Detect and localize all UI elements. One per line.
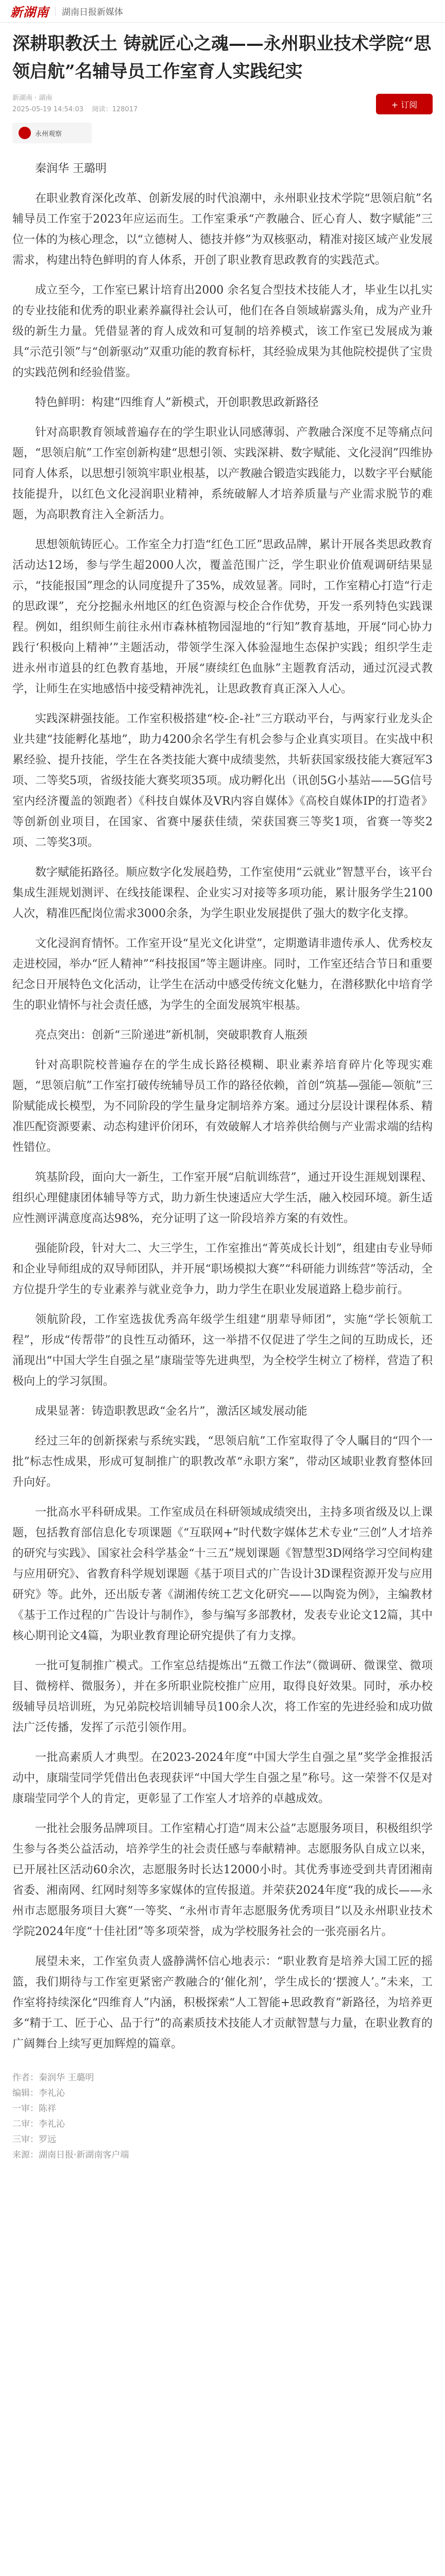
article-paragraph: 展望未来，工作室负责人盛静满怀信心地表示：“职业教育是培养大国工匠的摇篮，我们期待与工作室更紧密产教融合的‘催化剂’，学生成长的‘摆渡人’。”未来，工作室将持续深化“四维育人”内涵，积极探索“人工智能+思政教育”新路径，为培养更多“精于工、匠于心、品于行”的高素质技术技能人才贡献智慧与力量，在职业教育的广阔舞台上续写更加辉煌的篇章。 (12, 1955, 433, 2050)
article-paragraph: 一批可复制推广模式。工作室总结提炼出“五微工作法”（微调研、微课堂、微项目、微榜样、微服务），并在多所职业院校推广应用，取得良好效果。同时，承办校级辅导员培训班，为兄弟院校培训辅导员100余人次，将工作室的先进经验和成功做法广泛传播，发挥了示范引领作用。 (12, 1659, 433, 1734)
article-paragraph: 成立至今，工作室已累计培育出2000 余名复合型技术技能人才，毕业生以扎实的专业技能和优秀的职业素养赢得社会认可，他们在各自领域崭露头角，成为产业升级的新生力量。凭借显著的育人成效和可复制的培养模式，该工作室已发展成为兼具“示范引领”与“创新驱动”双重功能的教育标杆，其经验成果为其他院校提供了宝贵的实践范例和经验借鉴。 (12, 284, 433, 379)
article-paragraph: 思想领航铸匠心。工作室全力打造“红色工匠”思政品牌，累计开展各类思政教育活动达12场，参与学生超2000人次，覆盖范围广泛，学生职业价值观调研结果显示，“技能报国”理念的认同度提升了35%，成效显著。同时，工作室精心打造“行走的思政课”，充分挖掘永州地区的红色资源与校企合作优势，开发一系列特色实践课程。例如，组织师生前往永州市森林植物园湿地的“行知”教育基地，开展“同心协力践行‘积极向上精神’”主题活动，带领学生深入体验湿地生态保护实践；组织学生走进永州市道县的红色教育基地，开展“赓续红色血脉”主题教育活动，通过沉浸式教学，让师生在实地感悟中接受精神洗礼，让思政教育真正深入人心。 (12, 538, 433, 696)
article-footer (12, 2070, 433, 2163)
article-meta-row (12, 93, 433, 115)
channel-name[interactable]: 湖南日报新媒体 (62, 7, 123, 18)
footer-line: 三审：罗远 (12, 2134, 56, 2145)
account-tag[interactable] (12, 123, 92, 143)
article-paragraph: 实践深耕强技能。工作室积极搭建“校-企-社”三方联动平台，与两家行业龙头企业共建“技能孵化基地”，助力4200余名学生有机会参与企业真实项目。在实战中积累经验、提升技能，学生在各类技能大赛中成绩斐然，共斩获国家级技能大赛冠军3项、二等奖5项，省级技能大赛奖项35项。成功孵化出（讯创5G小基站——5G信号室内经济覆盖的领跑者）《科技自媒体及VR内容自媒体》《高校自媒体IP的打造者》等创新创业项目，在国家、省赛中屡获佳绩，荣获国赛三等奖1项，省赛一等奖2项、二等奖3项。 (12, 713, 433, 849)
footer-line: 来源：湖南日报·新湖南客户端 (12, 2150, 129, 2160)
article-body (12, 159, 433, 2055)
footer-line: 一审：陈祥 (12, 2104, 56, 2114)
article-paragraph: 一批社会服务品牌项目。工作室精心打造“周末公益”志愿服务项目，积极组织学生参与各类公益活动，培养学生的社会责任感与奉献精神。志愿服务队自成立以来，已开展社区活动60余次，志愿服务时长达12000小时。其优秀事迹受到共青团湘南省委、湘南网、红网时刻等多家媒体的宣传报道。并荣获2024年度“我的成长——永州市志愿服务项目大赛”一等奖、“永州市青年志愿服务优秀项目”以及永州职业技术学院2024年度“十佳社团”等多项荣誉，成为学校服务社会的一张亮丽名片。 (12, 1822, 433, 1938)
article-paragraph: 领航阶段，工作室选拔优秀高年级学生组建“朋辈导师团”，实施“学长领航工程”，形成“传帮带”的良性互动循环，这一举措不仅促进了学生之间的互助成长，还涌现出“中国大学生自强之星”康瑞莹等先进典型，为全校学生树立了榜样，营造了积极向上的学习氛围。 (12, 1313, 433, 1388)
section-heading: 亮点突出：创新“三阶递进”新机制，突破职教育人瓶颈 (35, 1029, 307, 1042)
subscribe-button[interactable]: + 订阅 (376, 94, 433, 114)
divider (55, 7, 56, 16)
app-logo[interactable]: 新湖南 (10, 5, 49, 20)
article-paragraph: 筑基阶段，面向大一新生，工作室开展“启航训练营”，通过开设生涯规划课程、组织心理健康团体辅导等方式，助力新生快速适应大学生活，融入校园环境。新生适应性测评满意度高达98%，充分证明了这一阶段培养方案的有效性。 (12, 1171, 433, 1225)
article-container (0, 30, 445, 2163)
top-bar (0, 0, 445, 23)
article-paragraph: 秦润华 王璐明 (35, 162, 107, 175)
footer-line: 编辑：李礼沁 (12, 2088, 65, 2098)
section-heading: 成果显著：铸造职教思政“金名片”，激活区域发展动能 (35, 1405, 307, 1418)
article-paragraph: 针对高职教育领域普遍存在的学生职业认同感薄弱、产教融合深度不足等痛点问题，“思领启航”工作室创新构建“思想引领、实践深耕、数字赋能、文化浸润”四维协同育人体系，以思想引领筑牢职业根基，以产教融合锻造实践能力，以数字平台赋能技能提升，以红色文化浸润职业精神，系统破解人才培养质量与产业需求脱节的难题，为高职教育注入全新活力。 (12, 426, 433, 521)
account-name: 永州观察 (35, 130, 62, 138)
article-title: 深耕职教沃土 铸就匠心之魂——永州职业技术学院“思领启航”名辅导员工作室育人实践纪实 (12, 33, 432, 82)
article-paragraph: 一批高水平科研成果。工作室成员在科研领域成绩突出，主持多项省级及以上课题，包括教育部信息化专项课题《“互联网+”时代数字媒体艺术专业“三创”人才培养的研究与实践》、国家社会科学基金“十三五”规划课题《智慧型3D网络学习空间构建与应用研究》、省教育科学规划课题《基于项目式的广告设计3D课程资源开发与应用研究》等。此外，还出版专著《湖湘传统工艺文化研究——以陶瓷为例》，主编教材《基于工作过程的广告设计与制作》，参与编写多部教材，发表专业论文12篇，其中核心期刊论文4篇，为职业教育理论研究提供了有力支撑。 (12, 1506, 433, 1642)
article-paragraph: 一批高素质人才典型。在2023-2024年度“中国大学生自强之星”奖学金推报活动中，康瑞莹同学凭借出色表现获评“中国大学生自强之星”称号。这一荣誉不仅是对康瑞莹同学个人的肯定，更彰显了工作室人才培养的卓越成效。 (12, 1751, 433, 1805)
article-paragraph: 在职业教育深化改革、创新发展的时代浪潮中，永州职业技术学院“思领启航”名辅导员工作室于2023年应运而生。工作室秉承“产教融合、匠心育人、数字赋能”三位一体的为核心理念，以“立德树人、德技并修”为双核驱动，精准对接区域产业发展需求，构建出特色鲜明的育人体系，开创了职业教育思政教育的实践范式。 (12, 192, 433, 267)
article-date-reads (12, 104, 138, 115)
article-paragraph: 针对高职院校普遍存在的学生成长路径模糊、职业素养培育碎片化等现实难题，“思领启航”工作室打破传统辅导员工作的路径依赖，首创“筑基—强能—领航”三阶赋能成长模型，为不同阶段的学生量身定制培养方案。通过分层设计课程体系、精准匹配资源要素、动态构建评价闭环，有效破解人才培养供给侧与产业需求端的结构性错位。 (12, 1059, 433, 1154)
footer-line: 二审：李礼沁 (12, 2119, 65, 2129)
article-source: 新湖南 · 湖南 (12, 94, 53, 102)
read-count: 阅读：128017 (92, 106, 138, 113)
footer-line: 作者：秦润华 王璐明 (12, 2073, 94, 2083)
article-meta (12, 93, 138, 115)
article-paragraph: 文化浸润育情怀。工作室开设“星光文化讲堂”，定期邀请非遗传承人、优秀校友走进校园，举办“匠人精神”“科技报国”等主题讲座。同时，工作室还结合节日和重要纪念日开展特色文化活动，让学生在活动中感受传统文化魅力，在潜移默化中培育学生的职业情怀与社会责任感，为学生的全面发展筑牢根基。 (12, 937, 433, 1012)
article-paragraph: 强能阶段，针对大二、大三学生，工作室推出“菁英成长计划”，组建由专业导师和企业导师组成的双导师团队，并开展“职场模拟大赛”“科研能力训练营”等活动，全方位提升学生的专业素养与就业竞争力，助力学生在职业发展道路上稳步前行。 (12, 1242, 433, 1296)
account-avatar-icon (19, 127, 31, 139)
article-paragraph: 经过三年的创新探索与系统实践，“思领启航”工作室取得了令人瞩目的“四个一批”标志性成果，形成可复制推广的职教改革“永职方案”，带动区域职业教育整体回升向好。 (12, 1435, 433, 1489)
section-heading: 特色鲜明：构建“四维育人”新模式，开创职教思政新路径 (35, 396, 319, 409)
article-date: 2025-05-19 14:54:03 (12, 106, 84, 113)
article-paragraph: 数字赋能拓路径。顺应数字化发展趋势，工作室使用“云就业”智慧平台，该平台集成生涯规划测评、在线技能课程、企业实习对接等多项功能，累计服务学生2100人次，精准匹配岗位需求3000余条，为学生职业发展提供了强大的数字化支撑。 (12, 866, 433, 920)
